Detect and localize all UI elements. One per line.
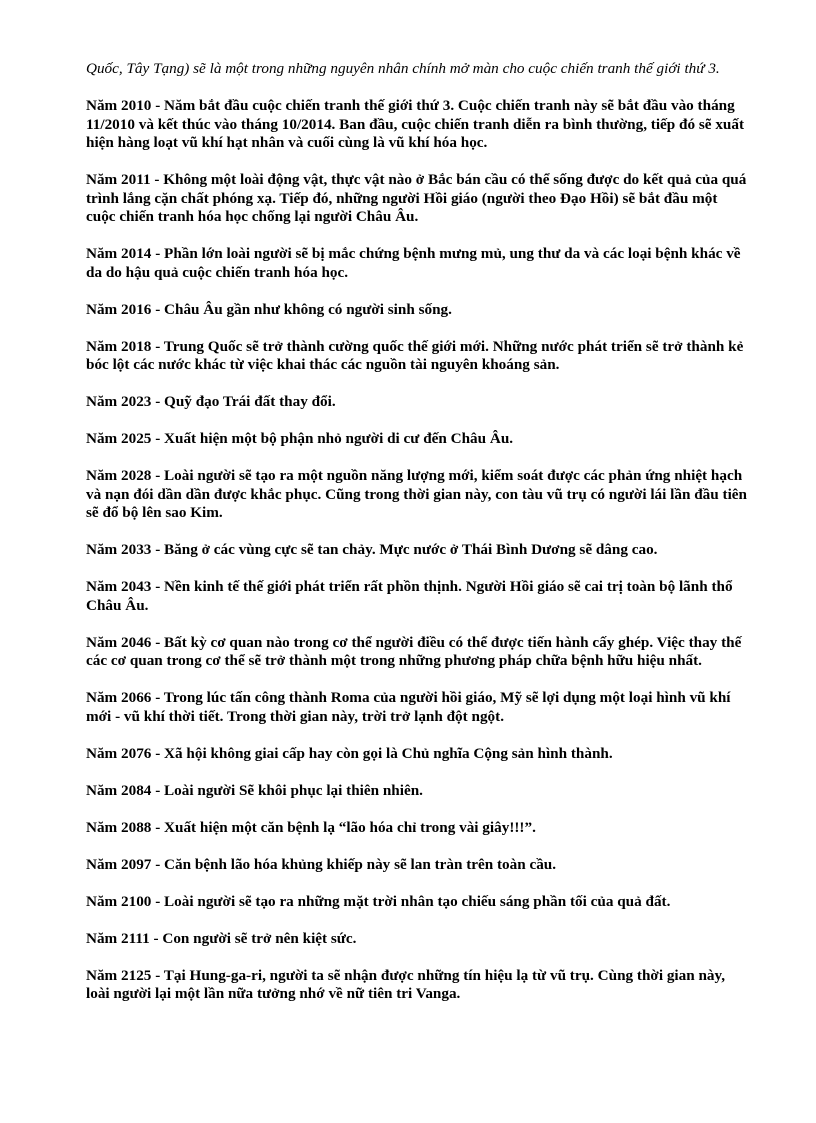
prophecy-entry <box>86 893 748 912</box>
entry-text: - Tại Hung-ga-ri, người ta sẽ nhận được những tín hiệu lạ từ vũ trụ. Cùng thời gian này, loài người lại một lần nữa tưởng nhớ về nữ tiên tri Vanga. <box>86 966 726 1002</box>
entry-text: - Trung Quốc sẽ trở thành cường quốc thế giới mới. Những nước phát triển sẽ trở thành kẻ bóc lột các nước khác từ việc khai thác các nguồn tài nguyên khoáng sản. <box>86 337 744 373</box>
entry-year: Năm 2088 <box>86 818 152 836</box>
entry-year: Năm 2028 <box>86 467 152 484</box>
entry-year: Năm 2025 <box>86 430 152 447</box>
entry-text: - Loài người Sẽ khôi phục lại thiên nhiên. <box>151 781 423 799</box>
entry-text: - Không một loài động vật, thực vật nào ở Bắc bán cầu có thể sống được do kết quả của quá trình lắng cặn chất phóng xạ. Tiếp đó, những người Hồi giáo (người theo Đạo Hồi) sẽ bắt đầu một cuộc chiến tranh hóa học chống lại người Châu Âu. <box>86 171 747 225</box>
entry-text: - Trong lúc tấn công thành Roma của người hồi giáo, Mỹ sẽ lợi dụng một loại hình vũ khí mới - vũ khí thời tiết. Trong thời gian này, trời trở lạnh đột ngột. <box>86 689 731 725</box>
prophecy-entry <box>86 338 748 375</box>
entry-text: - Xuất hiện một bộ phận nhỏ người di cư đến Châu Âu. <box>151 430 514 447</box>
entry-text: - Nền kinh tế thế giới phát triển rất phồn thịnh. Người Hồi giáo sẽ cai trị toàn bộ lãnh thổ Châu Âu. <box>86 578 733 614</box>
entry-text: - Băng ở các vùng cực sẽ tan chảy. Mực nước ở Thái Bình Dương sẽ dâng cao. <box>151 541 658 558</box>
entry-year: Năm 2111 <box>86 929 150 947</box>
entry-year: Năm 2076 <box>86 744 152 762</box>
prophecy-entry <box>86 97 748 153</box>
entry-text: - Phần lớn loài người sẽ bị mắc chứng bệnh mưng mủ, ung thư da và các loại bệnh khác về da do hậu quả cuộc chiến tranh hóa học. <box>86 245 741 281</box>
entry-year: Năm 2011 <box>86 171 151 188</box>
prophecy-list <box>86 97 748 1004</box>
prophecy-entry <box>86 689 748 726</box>
entry-year: Năm 2043 <box>86 578 152 595</box>
prophecy-entry <box>86 541 748 560</box>
prophecy-entry <box>86 301 748 320</box>
prophecy-entry <box>86 171 748 227</box>
prophecy-entry <box>86 819 748 838</box>
entry-year: Năm 2046 <box>86 633 152 651</box>
entry-text: - Loài người sẽ tạo ra những mặt trời nhân tạo chiếu sáng phần tối của quả đất. <box>151 892 671 910</box>
prophecy-entry <box>86 782 748 801</box>
entry-year: Năm 2097 <box>86 855 152 873</box>
entry-year: Năm 2125 <box>86 966 152 984</box>
entry-year: Năm 2016 <box>86 300 152 318</box>
entry-text: - Quỹ đạo Trái đất thay đổi. <box>151 393 336 410</box>
entry-year: Năm 2018 <box>86 337 152 355</box>
prophecy-entry <box>86 930 748 949</box>
prophecy-entry <box>86 578 748 615</box>
prophecy-entry <box>86 745 748 764</box>
entry-year: Năm 2023 <box>86 393 152 410</box>
entry-text: - Con người sẽ trở nên kiệt sức. <box>149 929 357 947</box>
entry-text: - Xuất hiện một căn bệnh lạ “lão hóa chỉ trong vài giây!!!”. <box>151 818 536 836</box>
prophecy-entry <box>86 467 748 523</box>
entry-text: - Xã hội không giai cấp hay còn gọi là Chủ nghĩa Cộng sản hình thành. <box>151 744 613 762</box>
entry-year: Năm 2033 <box>86 541 152 558</box>
prophecy-entry <box>86 430 748 449</box>
entry-text: - Châu Âu gần như không có người sinh sống. <box>151 300 452 318</box>
prophecy-entry <box>86 393 748 412</box>
entry-text: - Loài người sẽ tạo ra một nguồn năng lượng mới, kiểm soát được các phản ứng nhiệt hạch và nạn đói dần dần được khắc phục. Cũng trong thời gian này, con tàu vũ trụ có người lái lần đầu tiên sẽ đổ bộ lên sao Kim. <box>86 467 747 521</box>
entry-year: Năm 2084 <box>86 781 152 799</box>
document-page <box>86 60 748 1022</box>
prophecy-entry <box>86 856 748 875</box>
prophecy-entry <box>86 634 748 671</box>
entry-year: Năm 2014 <box>86 245 152 262</box>
entry-text: - Bất kỳ cơ quan nào trong cơ thể người điều có thể được tiến hành cấy ghép. Việc thay thế các cơ quan trong cơ thể sẽ trở thành một trong những phương pháp chữa bệnh hữu hiệu nhất. <box>86 633 742 669</box>
entry-year: Năm 2066 <box>86 689 152 706</box>
prophecy-entry <box>86 967 748 1004</box>
intro-paragraph: Quốc, Tây Tạng) sẽ là một trong những nguyên nhân chính mở màn cho cuộc chiến tranh thế giới thứ 3. <box>86 60 720 77</box>
entry-year: Năm 2100 <box>86 892 152 910</box>
entry-text: - Căn bệnh lão hóa khủng khiếp này sẽ lan tràn trên toàn cầu. <box>151 855 557 873</box>
entry-text: - Năm bắt đầu cuộc chiến tranh thế giới thứ 3. Cuộc chiến tranh này sẽ bắt đầu vào tháng 11/2010 và kết thúc vào tháng 10/2014. Ban đầu, cuộc chiến tranh diễn ra bình thường, tiếp đó sẽ xuất hiện hàng loạt vũ khí hạt nhân và cuối cùng là vũ khí hóa học. <box>86 97 745 151</box>
prophecy-entry <box>86 245 748 282</box>
entry-year: Năm 2010 <box>86 97 152 114</box>
